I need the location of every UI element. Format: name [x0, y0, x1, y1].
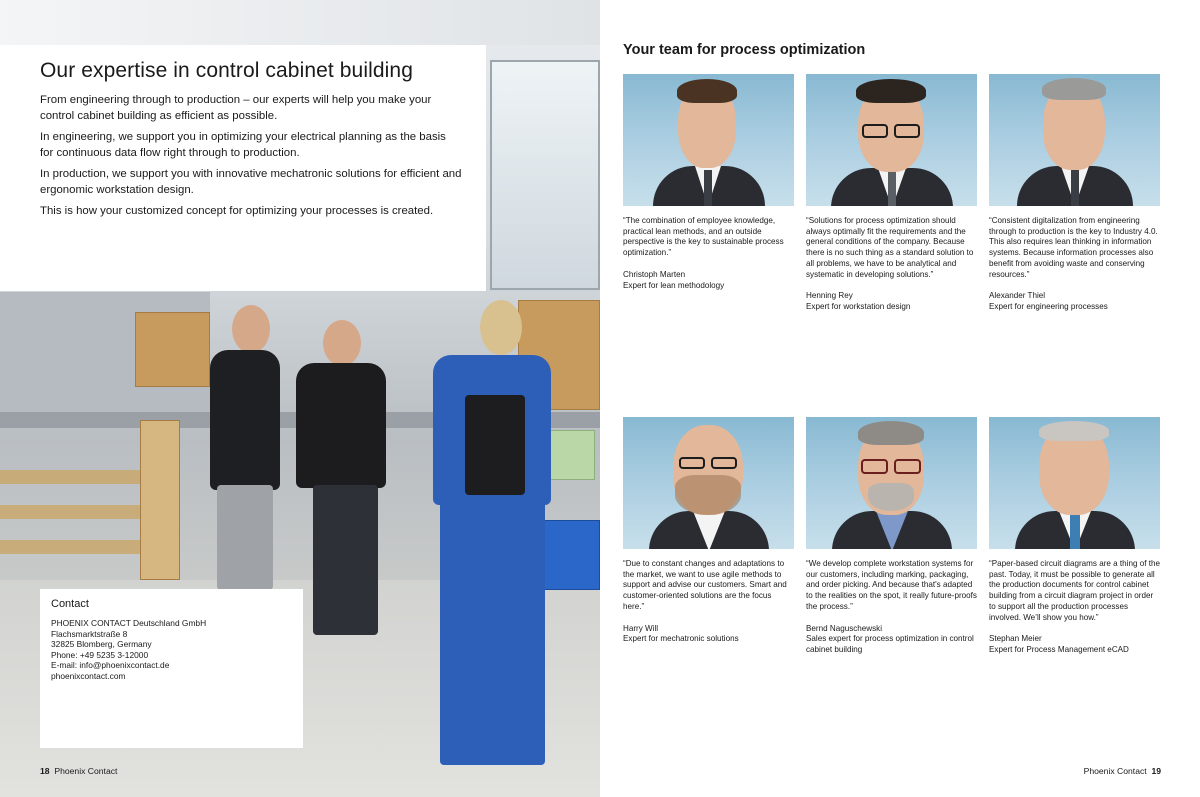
team-member-card: [623, 417, 794, 645]
contact-company: PHOENIX CONTACT Deutschland GmbH: [51, 618, 207, 628]
member-name: Christoph Marten: [623, 269, 686, 279]
member-name: Alexander Thiel: [989, 291, 1046, 301]
member-quote: “Due to constant changes and adaptations to the market, we want to use agile methods to support and advise our customers. Smart and customer-oriented solutions are the focus here.”: [623, 559, 787, 611]
photo-ceiling: [0, 0, 600, 45]
team-member-card: [989, 74, 1160, 313]
right-page: [600, 0, 1200, 797]
contact-email[interactable]: E-mail: info@phoenixcontact.de: [51, 660, 170, 671]
portrait-photo: [806, 74, 977, 206]
photo-window: [490, 60, 600, 290]
portrait-photo: [806, 417, 977, 549]
member-role: Expert for mechatronic solutions: [623, 634, 739, 644]
intro-paragraph: In engineering, we support you in optimizing your electrical planning as the basis for continuous data flow right through to production.: [40, 131, 446, 159]
page-number: 18: [40, 766, 50, 776]
contact-heading: Contact: [51, 598, 89, 610]
contact-street: Flachsmarktstraße 8: [51, 628, 128, 639]
contact-box: [40, 589, 303, 748]
team-member-card: [806, 417, 977, 656]
member-name: Henning Rey: [806, 291, 853, 301]
photo-box: [135, 312, 210, 387]
member-role: Sales expert for process optimization in control cabinet building: [806, 634, 974, 654]
member-name: Bernd Naguschewski: [806, 623, 883, 633]
intro-paragraph: In production, we support you with innovative mechatronic solutions for efficient and ergonomic workstation design.: [40, 168, 462, 196]
portrait-photo: [623, 417, 794, 549]
team-title: Your team for process optimization: [623, 42, 866, 58]
intro-paragraph: From engineering through to production – our experts will help you make your control cabinet building as efficient as possible.: [40, 94, 432, 122]
team-member-card: [806, 74, 977, 313]
footer-brand: Phoenix Contact: [1083, 766, 1147, 776]
intro-box: [0, 45, 486, 291]
worker-figure: [425, 300, 560, 780]
team-member-card: [989, 417, 1160, 656]
intro-paragraph: This is how your customized concept for optimizing your processes is created.: [40, 205, 434, 217]
portrait-photo: [623, 74, 794, 206]
member-name: Stephan Meier: [989, 634, 1042, 644]
member-name: Harry Will: [623, 623, 659, 633]
portrait-photo: [989, 74, 1160, 206]
contact-phone: Phone: +49 5235 3-12000: [51, 649, 149, 660]
page-footer-right: [1084, 766, 1161, 776]
member-role: Expert for workstation design: [806, 301, 911, 311]
photo-box: [140, 420, 180, 580]
page-footer-left: [40, 766, 117, 776]
worker-figure: [205, 300, 295, 600]
member-role: Expert for Process Management eCAD: [989, 644, 1129, 654]
portrait-photo: [989, 417, 1160, 549]
member-quote: “Consistent digitalization from engineering through to production is the key to Industry 4.0. This also requires lean thinking in information systems. Because information processes also benefit from avoiding waste and conserving resources.”: [989, 216, 1158, 279]
member-quote: “We develop complete workstation systems for our customers, including marking, packaging, and order picking. And because that's adapted to the realities on the spot, it really future-proofs the process.”: [806, 559, 977, 611]
member-role: Expert for lean methodology: [623, 280, 725, 290]
member-role: Expert for engineering processes: [989, 301, 1108, 311]
member-quote: “Solutions for process optimization should always optimally fit the requirements and the general conditions of the company. Because there is no such thing as a standard solution to all problems, we have to be analytical and systematic in developing solutions.”: [806, 216, 974, 279]
contact-website[interactable]: phoenixcontact.com: [51, 670, 126, 681]
member-quote: “The combination of employee knowledge, practical lean methods, and an outside perspective is the key to sustainable process optimization.”: [623, 216, 784, 258]
member-quote: “Paper-based circuit diagrams are a thing of the past. Today, it must be possible to generate all the production documents for control cabinet building from a circuit diagram project in order to support all the production processes involved. We’ll show you how.”: [989, 559, 1160, 622]
team-member-card: [623, 74, 794, 291]
page-number: 19: [1151, 766, 1161, 776]
contact-city: 32825 Blomberg, Germany: [51, 639, 152, 650]
worker-figure: [288, 315, 398, 645]
footer-brand: Phoenix Contact: [54, 766, 118, 776]
intro-title: Our expertise in control cabinet building: [40, 59, 413, 82]
